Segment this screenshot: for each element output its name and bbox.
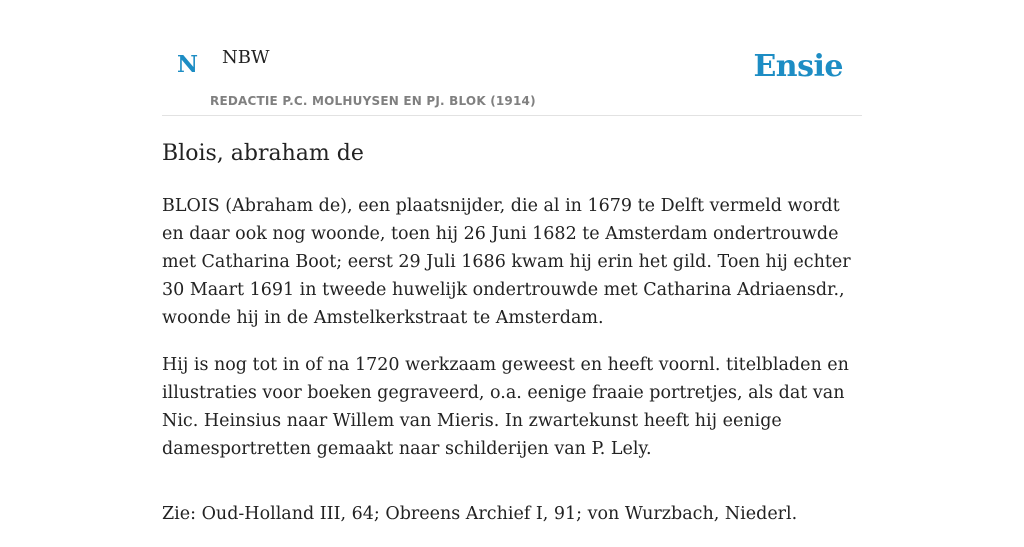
entry-paragraph: Hij is nog tot in of na 1720 werkzaam geweest en heeft voornl. titelbladen en illustraties voor boeken gegraveerd, o.a. eenige fraaie portretjes, als dat van Nic. Heinsius naar Willem van Mieris. In zwartekunst heeft hij eenige damesportretten gemaakt naar schilderijen van P. Lely. [162,355,849,459]
header [162,0,862,116]
source-logo-icon[interactable]: N [177,51,199,78]
entry-references: Zie: Oud-Holland III, 64; Obreens Archief I, 91; von Wurzbach, Niederl. [162,504,798,524]
entry-body [162,192,862,547]
ensie-logo[interactable]: Ensie [753,49,843,84]
entry-paragraph: BLOIS (Abraham de), een plaatsnijder, die al in 1679 te Delft vermeld wordt en daar ook nog woonde, toen hij 26 Juni 1682 te Amsterdam ondertrouwde met Catharina Boot; eerst 29 Juli 1686 kwam hij erin het gild. Toen hij echter 30 Maart 1691 in tweede huwelijk ondertrouwde met Catharina Adriaensdr., woonde hij in de Amstelkerkstraat te Amsterdam. [162,196,851,328]
source-subtitle: REDACTIE P.C. MOLHUYSEN EN PJ. BLOK (1914) [210,94,536,108]
source-name[interactable]: NBW [222,47,270,68]
entry-title: Blois, abraham de [162,141,364,166]
